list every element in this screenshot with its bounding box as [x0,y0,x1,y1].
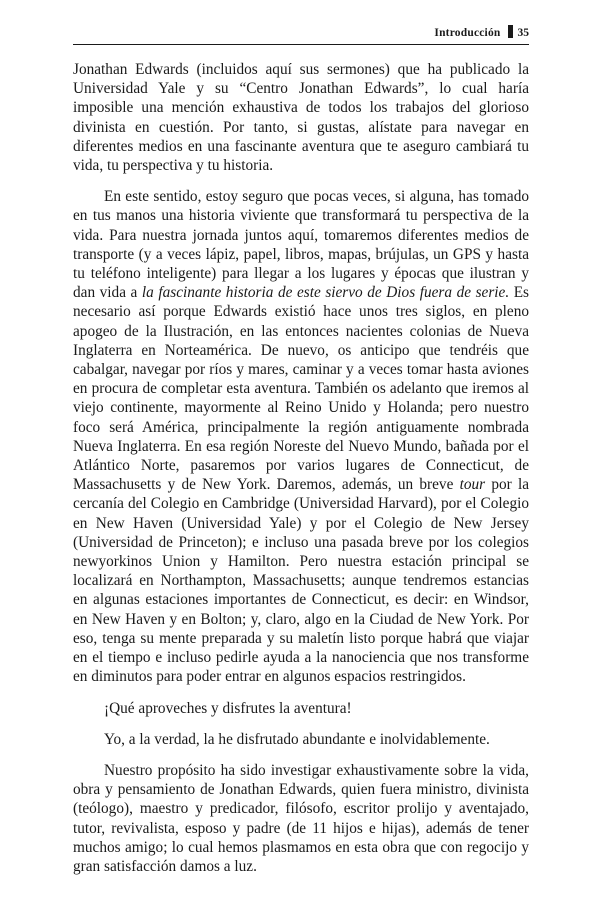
paragraph-enjoyment: Yo, a la verdad, la he disfrutado abundante e inolvidablemente. [104,730,490,748]
page-number: 35 [517,27,529,39]
paragraph-text: por la cercanía del Colegio en Cambridge (Universidad Harvard), por el Colegio en New Haven (Universidad Yale) y por el Colegio de New Jersey (Universidad de Princeton); e incluso una pasada breve por los colegios newyorkinos Union y Hamilton. Pero nuestra estación principal se localizará en Northampton, Massachusetts; aunque tendremos estancias en algunas estaciones importantes de Connecticut, es decir: en Windsor, en New Haven y en Bolton; y, claro, algo en la Ciudad de New York. Por eso, tenga su mente preparada y su maletín listo porque habrá que viajar en el tiempo e incluso pedirle ayuda a la nanociencia que nos transforme en diminutos para poder entrar en algunos espacios restringidos. [73,476,529,686]
paragraph-text: Es necesario así porque Edwards existió hace unos tres siglos, en pleno apogeo de la Ilustración, en las entonces nacientes colonias de Nueva Inglaterra en Norteamérica. De nuevo, os anticipo que tendréis que cabalgar, navegar por ríos y mares, caminar y a veces tomar hasta aviones en procura de completar esta aventura. También os adelanto que iremos al viejo continente, mayormente al Reino Unido y Holanda; pero nuestro foco será América, principalmente la región antiguamente nombrada Nueva Inglaterra. En esa región Noreste del Nuevo Mundo, bañada por el Atlántico Norte, pasaremos por varios lugares de Connecticut, de Massachusetts y de New York. Daremos, además, un breve [73,284,530,494]
page-body [73,60,529,876]
paragraph-journey [73,187,529,686]
header-rule [73,44,529,45]
section-title: Introducción [434,27,501,39]
running-header [73,24,529,42]
paragraph-continuation: Jonathan Edwards (incluidos aquí sus sermones) que ha publicado la Universidad Yale y su “Centro Jonathan Edwards”, lo cual haría imposible una mención exhaustiva de todos los trabajos del glorioso divinista en cuestión. Por tanto, si gustas, alístate para navegar en diferentes medios en una fascinante aventura que te aseguro cambiará tu vida, tu perspectiva y tu historia. [73,61,529,175]
italic-word: tour [459,476,486,494]
paragraph-text: En este sentido, estoy seguro que pocas veces, si alguna, has tomado en tus manos una historia viviente que transformará tu perspectiva de la vida. Para nuestra jornada juntos aquí, tomaremos diferentes medios de transporte (y a veces lápiz, papel, libros, mapas, brújulas, un GPS y hasta tu teléfono inteligente) para llegar a los lugares y épocas que ilustran y dan vida a [73,188,529,302]
header-separator-bar [508,25,513,38]
paragraph-exclamation: ¡Qué aproveches y disfrutes la aventura! [104,699,352,717]
paragraph-purpose: Nuestro propósito ha sido investigar exhaustivamente sobre la vida, obra y pensamiento de Jonathan Edwards, quien fuera ministro, divinista (teólogo), maestro y predicador, filósofo, escritor prolijo y aventajado, tutor, revivalista, esposo y padre (de 11 hijos e hijas), además de tener muchos amigo; lo cual hemos plasmamos en esta obra que con regocijo y gran satisfacción damos a luz. [73,761,529,875]
italic-phrase: la fascinante historia de este siervo de Dios fuera de serie. [141,284,510,302]
